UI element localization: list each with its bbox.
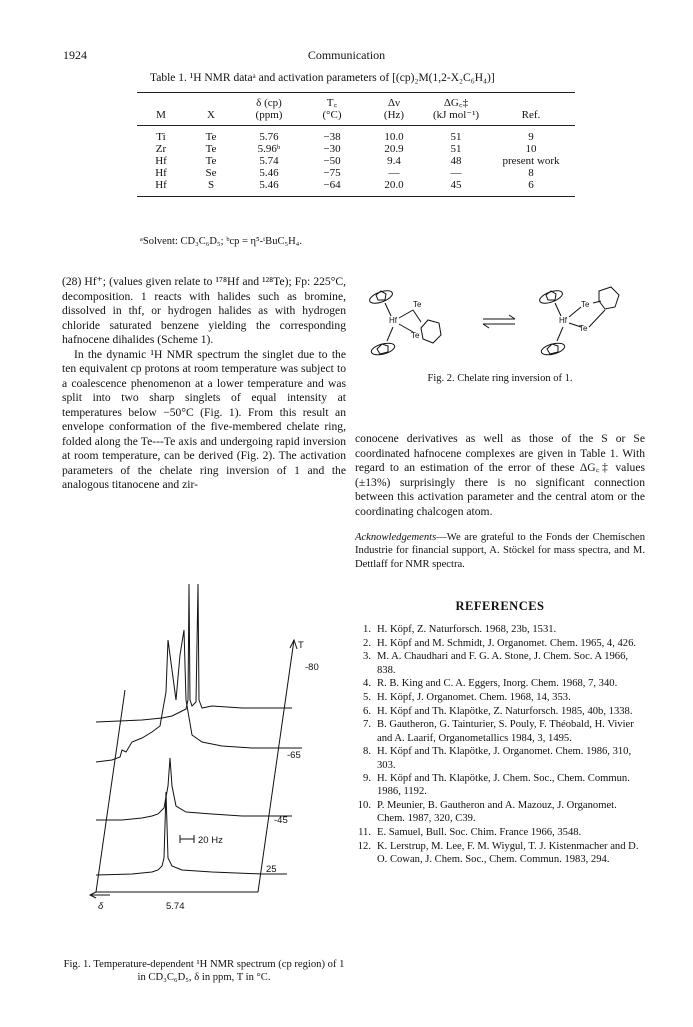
table-cell: Hf bbox=[155, 155, 167, 167]
reference-list bbox=[355, 623, 645, 867]
reference-number: 3. bbox=[363, 651, 371, 663]
table-cell: 8 bbox=[528, 167, 534, 179]
acknowledgements bbox=[355, 531, 645, 571]
benzene-ring-icon bbox=[599, 287, 619, 309]
table-cell: 10.0 bbox=[384, 131, 404, 143]
right-column-text bbox=[355, 432, 645, 519]
header-cell: X bbox=[185, 109, 237, 126]
header-cell: T꜀ bbox=[326, 97, 338, 109]
reference-number: 6. bbox=[363, 705, 371, 717]
header-cell: (ppm) bbox=[237, 109, 301, 126]
table-cell: Hf bbox=[155, 167, 167, 179]
table-cell: −50 bbox=[323, 155, 341, 167]
left-column-text bbox=[62, 275, 346, 493]
table-row bbox=[137, 167, 575, 179]
table-cell: — bbox=[388, 167, 400, 179]
reference-number: 4. bbox=[363, 678, 371, 690]
reference-number: 5. bbox=[363, 692, 371, 704]
reference-text: H. Köpf and Th. Klapötke, J. Chem. Soc., Chem. Commun. 1986, 1192. bbox=[377, 773, 630, 798]
page-number: 1924 bbox=[63, 48, 87, 62]
table-row bbox=[137, 126, 575, 144]
cp-ring-bottom-icon bbox=[370, 341, 396, 357]
table-cell: 5.46 bbox=[259, 167, 279, 179]
temperature-label: -65 bbox=[287, 750, 301, 761]
nmr-spectra-figure bbox=[62, 560, 346, 952]
reference-text: B. Gautheron, G. Tainturier, S. Pouly, F. Théobald, H. Vivier and A. Laarif, Organometallics 1984, 3, 1495. bbox=[377, 719, 634, 744]
table-cell: 10 bbox=[525, 143, 537, 155]
table-cell: Te bbox=[205, 155, 217, 167]
reference-text: E. Samuel, Bull. Soc. Chim. France 1966, 3548. bbox=[377, 827, 582, 839]
reference-item bbox=[355, 718, 645, 744]
reference-text: H. Köpf and Th. Klapötke, J. Organomet. Chem. 1986, 310, 303. bbox=[377, 746, 632, 771]
header-cell bbox=[487, 93, 575, 110]
table-cell: −64 bbox=[323, 179, 341, 191]
table-cell: Te bbox=[205, 143, 217, 155]
table-cell: −30 bbox=[323, 143, 341, 155]
table-row bbox=[137, 179, 575, 197]
metal-atom-label: Hf bbox=[389, 316, 397, 325]
reference-number: 10. bbox=[357, 800, 371, 812]
reference-number: 12. bbox=[357, 840, 371, 852]
temperature-label: 25 bbox=[266, 864, 277, 875]
reference-number: 1. bbox=[363, 624, 371, 635]
chalcogen-atom-label: Te bbox=[579, 324, 588, 333]
table-cell: Hf bbox=[155, 179, 167, 191]
reference-item bbox=[355, 623, 645, 636]
table-cell: 5.46 bbox=[259, 179, 279, 191]
header-cell: (Hz) bbox=[363, 109, 425, 126]
table-footnote: ᵃSolvent: CD₃C₆D₅; ᵇcp = η⁵-ᵗBuC₅H₄. bbox=[140, 236, 302, 247]
paragraph: conocene derivatives as well as those of the S or Se coordinated hafnocene complexes are given in Table 1. With regard to an estimation of the error of these ΔG꜀‡ values (±13%) surprisingly there is no significant connection between this activation parameter and the central atom or the coordinating chalcogen atom. bbox=[355, 432, 645, 518]
reference-text: H. Köpf, J. Organomet. Chem. 1968, 14, 353. bbox=[377, 692, 571, 704]
reference-item bbox=[355, 745, 645, 771]
reference-item bbox=[355, 677, 645, 690]
spectrum-trace-80 bbox=[96, 584, 292, 722]
table-cell: Se bbox=[205, 167, 217, 179]
reference-text: M. A. Chaudhari and F. G. A. Stone, J. Chem. Soc. A 1966, 838. bbox=[377, 651, 629, 676]
table-cell: — bbox=[450, 167, 462, 179]
header-cell: (°C) bbox=[301, 109, 363, 126]
chalcogen-atom-label: Te bbox=[413, 300, 422, 309]
table-header-row-bottom bbox=[137, 109, 575, 126]
table-cell: Zr bbox=[155, 143, 167, 155]
cp-ring-bottom-icon bbox=[540, 341, 566, 357]
table-cell: 51 bbox=[450, 131, 462, 143]
chalcogen-atom-label: Te bbox=[411, 331, 420, 340]
delta-axis-label: δ bbox=[98, 901, 104, 912]
paragraph: (28) Hf⁺; (values given relate to ¹⁷⁸Hf and ¹²⁸Te); Fp: 225°C, decomposition. 1 reacts with halides such as bromine, dissolved in thf, or hydrogen halides as with hydrogen chloride saturated benzene yielding the corresponding hafnocene dihalides (Scheme 1). bbox=[62, 275, 346, 346]
reference-number: 11. bbox=[358, 827, 371, 839]
scale-bar-label: 20 Hz bbox=[198, 835, 223, 846]
table-row bbox=[137, 143, 575, 155]
table-cell: 5.96ᵇ bbox=[257, 143, 281, 155]
nmr-data-table bbox=[137, 92, 575, 197]
table-cell: 9.4 bbox=[387, 155, 401, 167]
ack-text: —We are grateful to the Fonds der Chemischen Industrie for financial support, A. Stöckel for mass spectra, and M. Dettlaff for NMR spectra. bbox=[355, 532, 645, 570]
reference-item bbox=[355, 826, 645, 839]
reference-item bbox=[355, 691, 645, 704]
references-heading: REFERENCES bbox=[455, 599, 545, 613]
chemical-shift-value: 5.74 bbox=[166, 901, 185, 912]
reference-item bbox=[355, 705, 645, 718]
table-cell: S bbox=[207, 179, 215, 191]
ack-label: Acknowledgements bbox=[355, 532, 437, 543]
table-cell: present work bbox=[502, 155, 560, 167]
spectrum-trace-25 bbox=[96, 792, 287, 875]
reference-item bbox=[355, 840, 645, 866]
reference-text: H. Köpf, Z. Naturforsch. 1968, 23b, 1531. bbox=[377, 624, 557, 635]
table-caption: Table 1. ¹H NMR dataᵃ and activation parameters of [(cp)₂M(1,2-X₂C₆H₄)] bbox=[150, 72, 495, 84]
header-cell: δ (cp) bbox=[256, 97, 282, 109]
figure1-caption: Fig. 1. Temperature-dependent ¹H NMR spectrum (cp region) of 1 in CD₃C₆D₅, δ in ppm, T in °C. bbox=[63, 959, 345, 984]
table-cell: 9 bbox=[528, 131, 534, 143]
temperature-axis-label: T bbox=[298, 640, 304, 651]
reference-text: H. Köpf and Th. Klapötke, Z. Naturforsch. 1985, 40b, 1338. bbox=[377, 705, 633, 717]
header-cell: (kJ mol⁻¹) bbox=[425, 109, 487, 126]
table-cell: 20.0 bbox=[384, 179, 404, 191]
spectrum-trace-45 bbox=[96, 758, 292, 820]
table-cell: Te bbox=[205, 131, 217, 143]
table-cell: 5.74 bbox=[259, 155, 279, 167]
metal-atom-label: Hf bbox=[559, 316, 567, 325]
table-header-row-top bbox=[137, 93, 575, 110]
cp-ring-top-inner-icon bbox=[376, 291, 386, 300]
table-cell: 6 bbox=[528, 179, 534, 191]
table-cell: 45 bbox=[450, 179, 462, 191]
table-row bbox=[137, 155, 575, 167]
table-cell: 51 bbox=[450, 143, 462, 155]
temperature-label: -45 bbox=[274, 815, 288, 826]
benzene-ring-icon bbox=[421, 320, 441, 343]
header-cell: ΔG꜀‡ bbox=[443, 97, 469, 109]
header-cell bbox=[185, 93, 237, 110]
header-cell: Ref. bbox=[487, 109, 575, 126]
table-cell: 48 bbox=[450, 155, 462, 167]
reference-number: 2. bbox=[363, 637, 371, 649]
right-stack-axis bbox=[258, 640, 294, 892]
figure2-caption: Fig. 2. Chelate ring inversion of 1. bbox=[427, 373, 573, 384]
table-cell: 5.76 bbox=[259, 131, 279, 143]
section-title: Communication bbox=[307, 48, 386, 62]
reference-number: 7. bbox=[363, 719, 371, 731]
chalcogen-atom-label: Te bbox=[581, 300, 590, 309]
header-cell: Δν bbox=[387, 97, 401, 109]
reference-item bbox=[355, 650, 645, 676]
reference-item bbox=[355, 772, 645, 798]
header-cell bbox=[137, 93, 185, 110]
table-cell: 20.9 bbox=[384, 143, 404, 155]
left-stack-axis bbox=[96, 690, 125, 892]
table-cell: −75 bbox=[323, 167, 341, 179]
header-cell: M bbox=[137, 109, 185, 126]
reference-number: 8. bbox=[363, 746, 371, 758]
reference-text: P. Meunier, B. Gautheron and A. Mazouz, J. Organomet. Chem. 1987, 320, C39. bbox=[377, 800, 617, 825]
reference-number: 9. bbox=[363, 773, 371, 785]
table-cell: Ti bbox=[156, 131, 166, 143]
paragraph: In the dynamic ¹H NMR spectrum the singlet due to the ten equivalent cp protons at room temperature was subject to a coalescence phenomenon at a lower temperature and was split into two sharp singlets of equal intensity at temperatures below −50°C (Fig. 1). From this result an envelope conformation of the five-membered chelate ring, folded along the Te---Te axis and undergoing rapid inversion at room temperature, can be derived (Fig. 2). The activation parameters of the chelate ring inversion of 1 and the analogous titanocene and zir- bbox=[62, 347, 346, 491]
reference-item bbox=[355, 799, 645, 825]
temperature-label: -80 bbox=[305, 662, 319, 673]
reference-text: H. Köpf and M. Schmidt, J. Organomet. Chem. 1965, 4, 426. bbox=[377, 637, 637, 649]
table-cell: −38 bbox=[323, 131, 341, 143]
reference-text: R. B. King and C. A. Eggers, Inorg. Chem. 1968, 7, 340. bbox=[377, 678, 618, 690]
reference-text: K. Lerstrup, M. Lee, F. M. Wiygul, T. J. Kistenmacher and D. O. Cowan, J. Chem. Soc., Chem. Commun. 1983, 294. bbox=[377, 840, 639, 865]
reference-item bbox=[355, 637, 645, 650]
chelate-inversion-figure bbox=[355, 283, 645, 369]
